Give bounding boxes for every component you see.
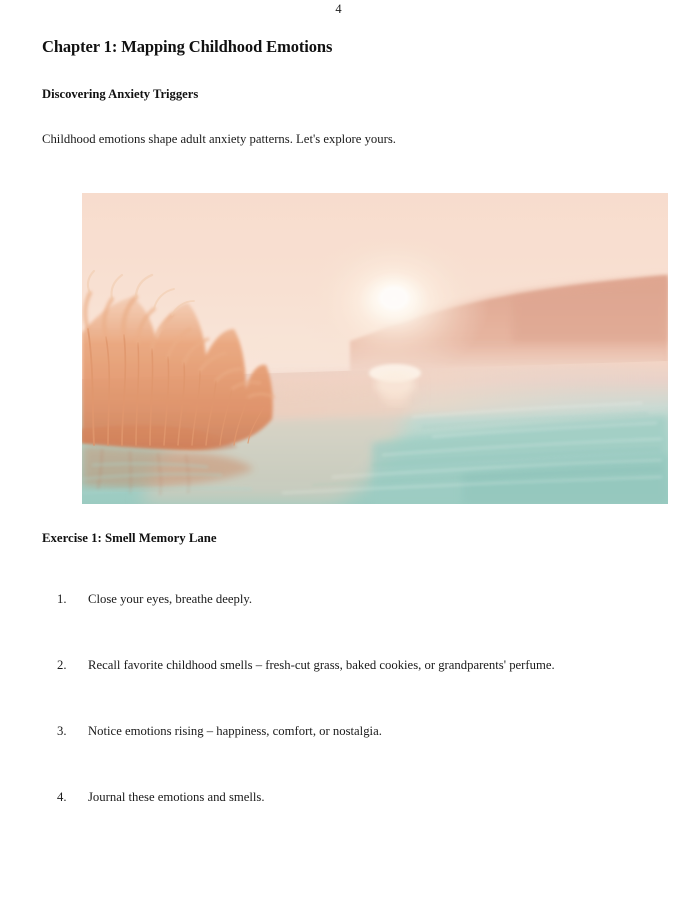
haze-overlay bbox=[82, 193, 668, 504]
exercise-heading: Exercise 1: Smell Memory Lane bbox=[42, 531, 217, 545]
list-item-marker: 2. bbox=[57, 658, 67, 672]
lake-scene-illustration bbox=[82, 193, 668, 504]
list-item-marker: 3. bbox=[57, 724, 67, 738]
list-item-text: Journal these emotions and smells. bbox=[88, 790, 265, 804]
list-item bbox=[42, 654, 602, 676]
list-item-marker: 1. bbox=[57, 592, 67, 606]
document-content bbox=[42, 36, 635, 148]
misty-sunrise-lake-photo bbox=[82, 193, 668, 504]
list-item bbox=[42, 588, 602, 610]
exercise-steps-list bbox=[42, 588, 602, 852]
section-heading: Discovering Anxiety Triggers bbox=[42, 87, 199, 101]
list-item bbox=[42, 786, 602, 808]
list-item bbox=[42, 720, 602, 742]
spacer bbox=[42, 103, 635, 130]
page-number: 4 bbox=[335, 2, 342, 16]
intro-paragraph: Childhood emotions shape adult anxiety patterns. Let's explore yours. bbox=[42, 132, 396, 146]
list-item-marker: 4. bbox=[57, 790, 67, 804]
list-item-text: Close your eyes, breathe deeply. bbox=[88, 592, 253, 606]
spacer bbox=[42, 58, 635, 85]
page-title: Chapter 1: Mapping Childhood Emotions bbox=[42, 37, 333, 56]
list-item-text: Notice emotions rising – happiness, comfort, or nostalgia. bbox=[88, 724, 382, 738]
list-item-text: Recall favorite childhood smells – fresh-cut grass, baked cookies, or grandparents' perfume. bbox=[88, 658, 555, 672]
